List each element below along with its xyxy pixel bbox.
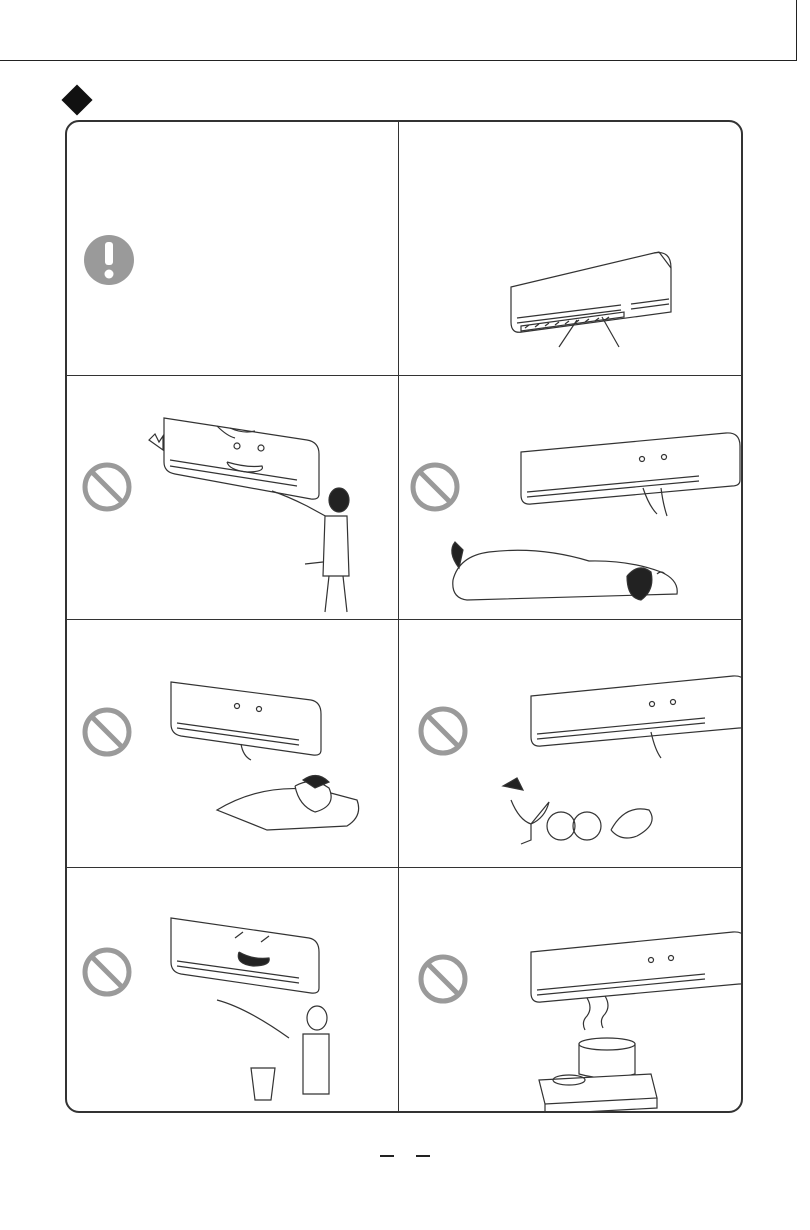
section-diamond-icon [61,84,92,115]
prohibition-icon [85,465,129,509]
prohibition-icon [85,710,129,754]
cell-art [67,376,398,619]
safety-panel [65,120,743,1113]
cell-art [399,868,743,1113]
cell-warning-caution [67,122,398,375]
page-number-marks [380,1155,430,1159]
indoor-unit-illustration [531,932,743,1002]
indoor-unit-illustration [171,682,321,760]
prohibition-icon [421,709,465,753]
sleeping-person-illustration [217,775,359,830]
top-rule-edge [796,0,797,61]
dog-illustration [452,542,677,600]
cell-no-hand-in-outlet [67,376,398,619]
cell-art [67,868,398,1113]
cell-no-heat-source-below [399,868,743,1113]
stove-illustration [539,996,657,1113]
prohibition-icon [413,465,457,509]
indoor-unit-illustration [531,676,743,758]
cell-no-food-preservation [399,620,743,867]
cell-art [67,122,398,375]
exclamation-warning-icon [84,235,134,285]
indoor-unit-illustration [149,418,319,499]
cell-air-outlet-unit [399,122,743,375]
man-reaching-illustration [272,488,349,612]
cell-no-water-cleaning [67,868,398,1113]
prohibition-icon [421,957,465,1001]
cell-art [399,122,743,375]
prohibition-icon [85,950,129,994]
indoor-unit-illustration [521,433,740,516]
man-washing-illustration [217,1000,329,1100]
cell-no-airflow-on-pets [399,376,743,619]
cell-art [399,376,743,619]
food-illustration [503,778,652,844]
indoor-unit-illustration [511,252,671,347]
cell-art [67,620,398,867]
top-rule [0,60,797,61]
cell-art [399,620,743,867]
indoor-unit-illustration [171,918,319,993]
cell-no-airflow-on-sleeper [67,620,398,867]
